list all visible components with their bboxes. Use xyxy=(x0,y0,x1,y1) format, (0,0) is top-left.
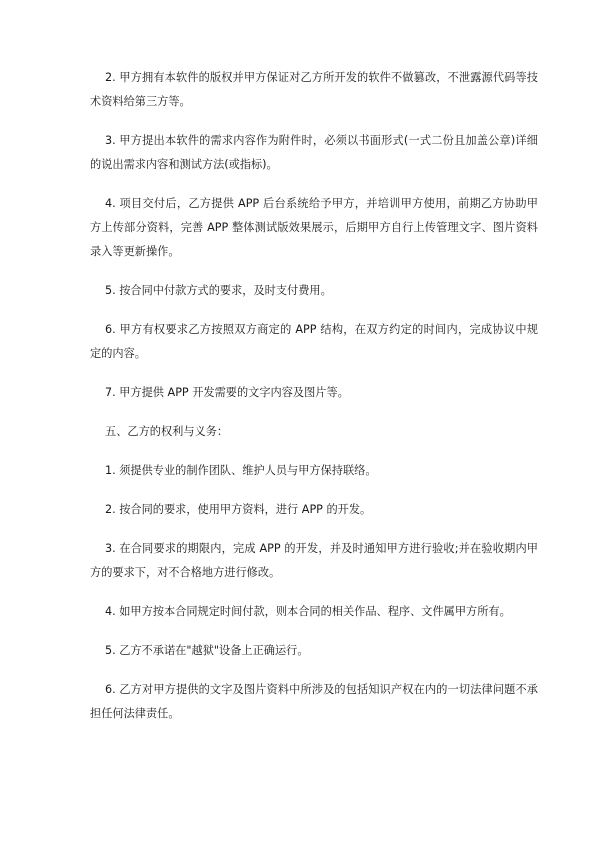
clause-party-a-3: 3. 甲方提出本软件的需求内容作为附件时，必须以书面形式(一式二份且加盖公章)详细的说出需求内容和测试方法(或指标)。 xyxy=(90,134,538,171)
document-body xyxy=(90,66,538,741)
clause-party-b-5: 5. 乙方不承诺在"越狱"设备上正确运行。 xyxy=(105,644,309,657)
clause-party-a-7: 7. 甲方提供 APP 开发需要的文字内容及图片等。 xyxy=(105,386,349,399)
clause-party-a-6: 6. 甲方有权要求乙方按照双方商定的 APP 结构，在双方约定的时间内，完成协议中规定的内容。 xyxy=(90,323,538,360)
clause-party-b-3: 3. 在合同要求的期限内，完成 APP 的开发，并及时通知甲方进行验收;并在验收期内甲方的要求下，对不合格地方进行修改。 xyxy=(90,542,538,579)
clause-party-a-4: 4. 项目交付后，乙方提供 APP 后台系统给予甲方，并培训甲方使用，前期乙方协助甲方上传部分资料，完善 APP 整体测试版效果展示，后期甲方自行上传管理文字、图片资料录入等更新操作。 xyxy=(90,197,538,258)
clause-party-a-5: 5. 按合同中付款方式的要求，及时支付费用。 xyxy=(105,284,332,297)
clause-party-b-6: 6. 乙方对甲方提供的文字及图片资料中所涉及的包括知识产权在内的一切法律问题不承担任何法律责任。 xyxy=(90,683,538,720)
clause-party-b-4: 4. 如甲方按本合同规定时间付款，则本合同的相关作品、程序、文件属甲方所有。 xyxy=(105,605,511,618)
clause-party-a-2: 2. 甲方拥有本软件的版权并甲方保证对乙方所开发的软件不做篡改，不泄露源代码等技术资料给第三方等。 xyxy=(90,71,538,108)
clause-party-b-1: 1. 须提供专业的制作团队、维护人员与甲方保持联络。 xyxy=(105,464,377,477)
clause-party-b-2: 2. 按合同的要求，使用甲方资料，进行 APP 的开发。 xyxy=(105,503,372,516)
section-heading-party-b: 五、乙方的权利与义务： xyxy=(105,425,229,438)
